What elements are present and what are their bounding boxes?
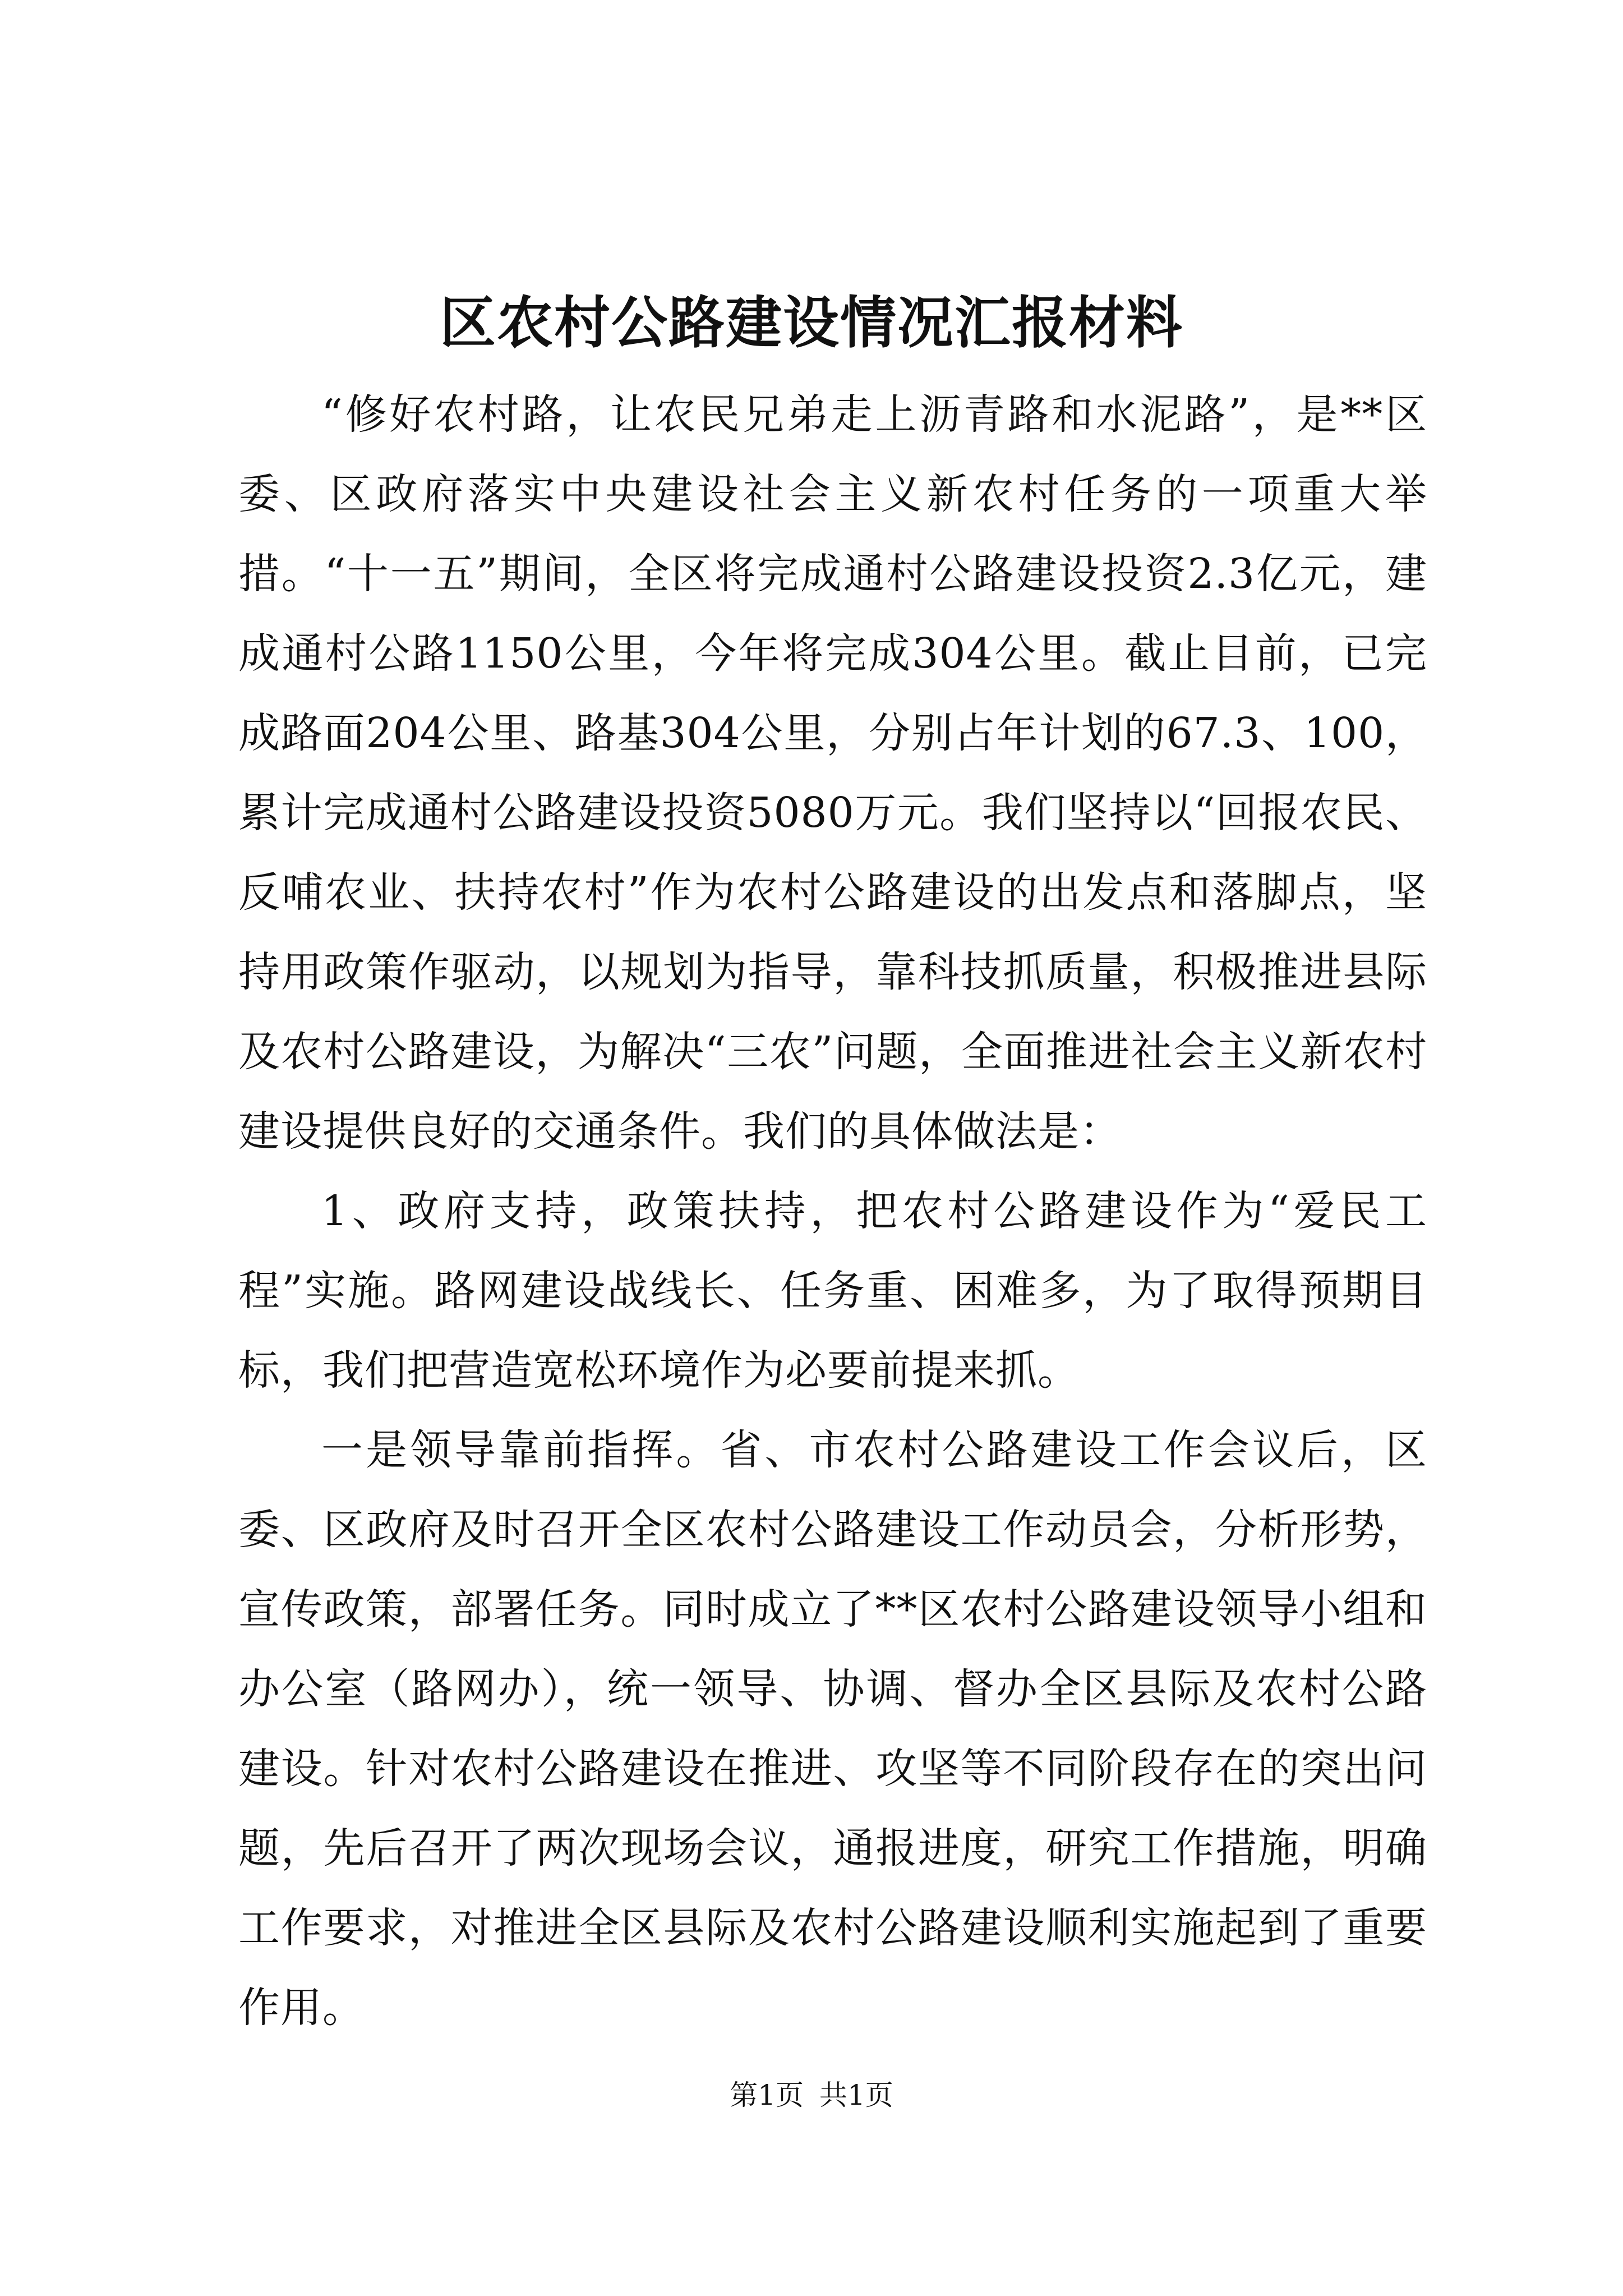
document-title: 区农村公路建设情况汇报材料 bbox=[440, 289, 1183, 356]
document-body bbox=[238, 375, 1427, 2047]
page-number: 第1页 bbox=[730, 2079, 804, 2111]
page-total: 共1页 bbox=[819, 2079, 893, 2111]
paragraph-leadership: 一是领导靠前指挥。省、市农村公路建设工作会议后，区委、区政府及时召开全区农村公路建设工作动员会，分析形势，宣传政策，部署任务。同时成立了**区农村公路建设领导小组和办公室（路网办），统一领导、协调、督办全区县际及农村公路建设。针对农村公路建设在推进、攻坚等不同阶段存在的突出问题，先后召开了两次现场会议，通报进度，研究工作措施，明确工作要求，对推进全区县际及农村公路建设顺利实施起到了重要作用。 bbox=[238, 1426, 1427, 2032]
paragraph-intro: “修好农村路，让农民兄弟走上沥青路和水泥路”，是**区委、区政府落实中央建设社会主义新农村任务的一项重大举措。“十一五”期间，全区将完成通村公路建设投资2.3亿元，建成通村公路1150公里，今年将完成304公里。截止目前，已完成路面204公里、路基304公里，分别占年计划的67.3、100，累计完成通村公路建设投资5080万元。我们坚持以“回报农民、反哺农业、扶持农村”作为农村公路建设的出发点和落脚点，坚持用政策作驱动，以规划为指导，靠科技抓质量，积极推进县际及农村公路建设，为解决“三农”问题，全面推进社会主义新农村建设提供良好的交通条件。我们的具体做法是： bbox=[238, 390, 1427, 1156]
page-footer bbox=[0, 2076, 1623, 2115]
paragraph-point-1: 1、政府支持，政策扶持，把农村公路建设作为“爱民工程”实施。路网建设战线长、任务重、困难多，为了取得预期目标，我们把营造宽松环境作为必要前提来抓。 bbox=[238, 1187, 1427, 1395]
